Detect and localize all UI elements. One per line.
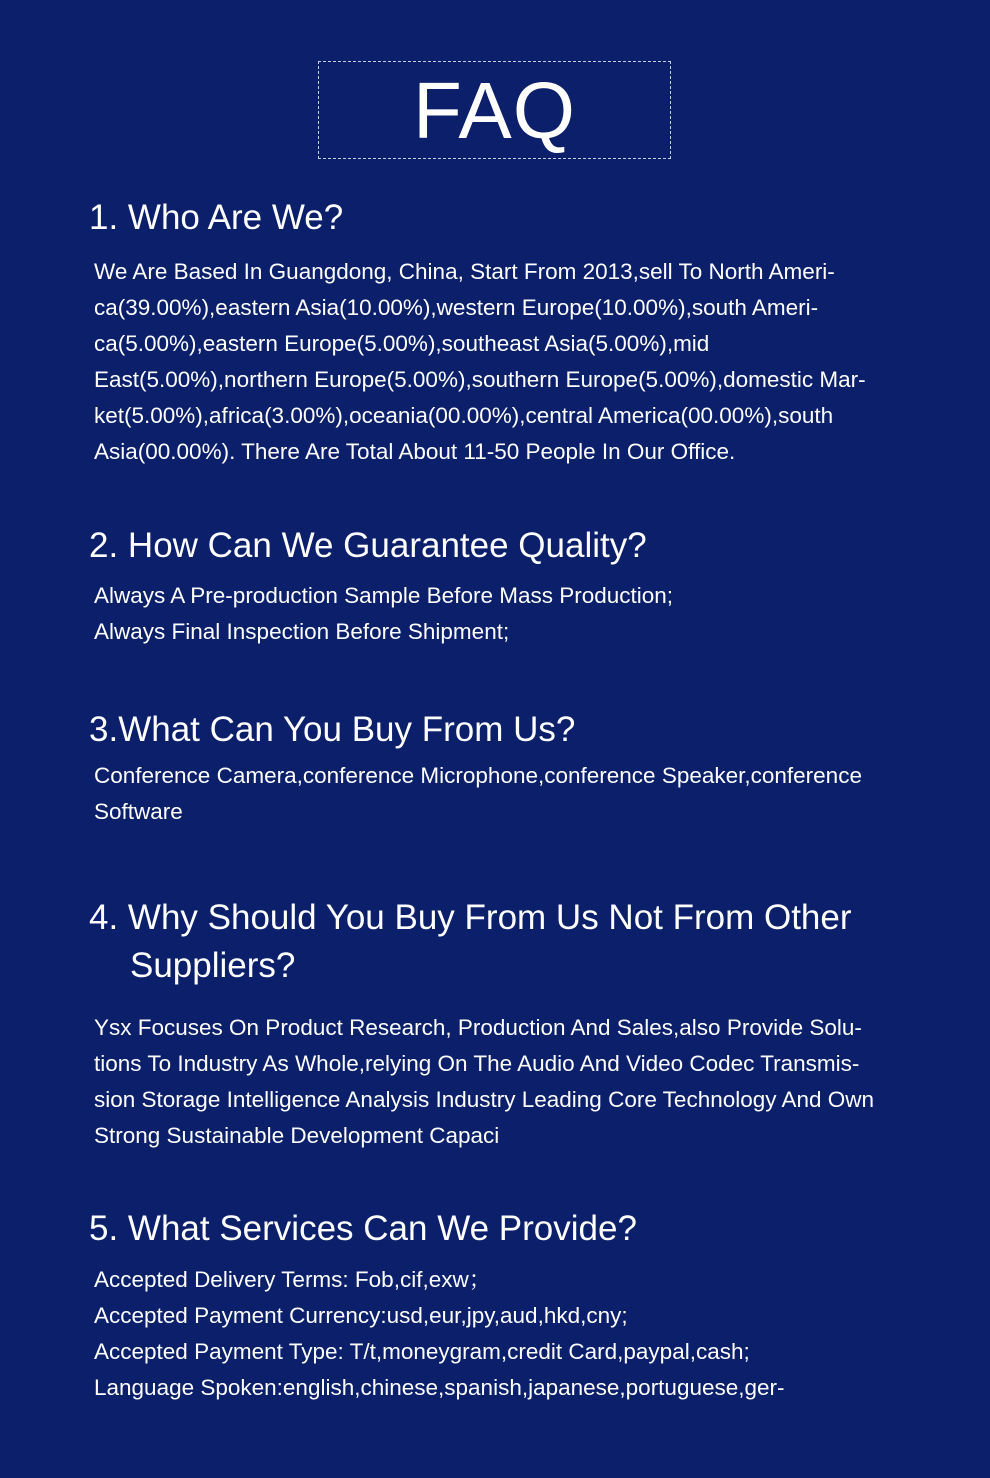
- answer-4: [94, 1010, 874, 1154]
- question-5-title: 5. What Services Can We Provide?: [89, 1209, 637, 1248]
- question-4-title-line-1: 4. Why Should You Buy From Us Not From Other: [89, 898, 852, 937]
- question-2-title: 2. How Can We Guarantee Quality?: [89, 526, 647, 565]
- answer-3-line: Software: [94, 799, 183, 824]
- faq-title-box: [318, 61, 671, 159]
- answer-2-line: Always Final Inspection Before Shipment;: [94, 619, 510, 644]
- answer-1: [94, 254, 866, 470]
- answer-5-line: Accepted Payment Type: T/t,moneygram,credit Card,paypal,cash;: [94, 1339, 750, 1364]
- answer-1-line: Asia(00.00%). There Are Total About 11-50 People In Our Office.: [94, 439, 736, 464]
- faq-title: FAQ: [412, 66, 577, 155]
- answer-4-line: Strong Sustainable Development Capaci: [94, 1123, 500, 1148]
- answer-1-line: East(5.00%),northern Europe(5.00%),southern Europe(5.00%),domestic Mar-: [94, 367, 866, 392]
- answer-5-line: Accepted Payment Currency:usd,eur,jpy,aud,hkd,cny;: [94, 1303, 628, 1328]
- answer-5-line: Language Spoken:english,chinese,spanish,japanese,portuguese,ger-: [94, 1375, 785, 1400]
- question-4-title: [89, 894, 852, 990]
- answer-1-line: ca(39.00%),eastern Asia(10.00%),western Europe(10.00%),south Ameri-: [94, 295, 819, 320]
- question-4-title-line-2: Suppliers?: [130, 946, 296, 985]
- answer-1-line: ket(5.00%),africa(3.00%),oceania(00.00%),central America(00.00%),south: [94, 403, 834, 428]
- answer-5: [94, 1262, 785, 1406]
- answer-3: [94, 758, 862, 830]
- answer-4-line: Ysx Focuses On Product Research, Production And Sales,also Provide Solu-: [94, 1015, 862, 1040]
- answer-1-line: ca(5.00%),eastern Europe(5.00%),southeast Asia(5.00%),mid: [94, 331, 710, 356]
- question-1-title: 1. Who Are We?: [89, 198, 344, 237]
- answer-4-line: sion Storage Intelligence Analysis Industry Leading Core Technology And Own: [94, 1087, 875, 1112]
- question-3-title: 3.What Can You Buy From Us?: [89, 710, 576, 749]
- answer-1-line: We Are Based In Guangdong, China, Start From 2013,sell To North Ameri-: [94, 259, 835, 284]
- answer-2: [94, 578, 673, 650]
- answer-5-line: Accepted Delivery Terms: Fob,cif,exw；: [94, 1267, 492, 1292]
- answer-4-line: tions To Industry As Whole,relying On The Audio And Video Codec Transmis-: [94, 1051, 860, 1076]
- answer-3-line: Conference Camera,conference Microphone,conference Speaker,conference: [94, 763, 862, 788]
- answer-2-line: Always A Pre-production Sample Before Mass Production;: [94, 583, 674, 608]
